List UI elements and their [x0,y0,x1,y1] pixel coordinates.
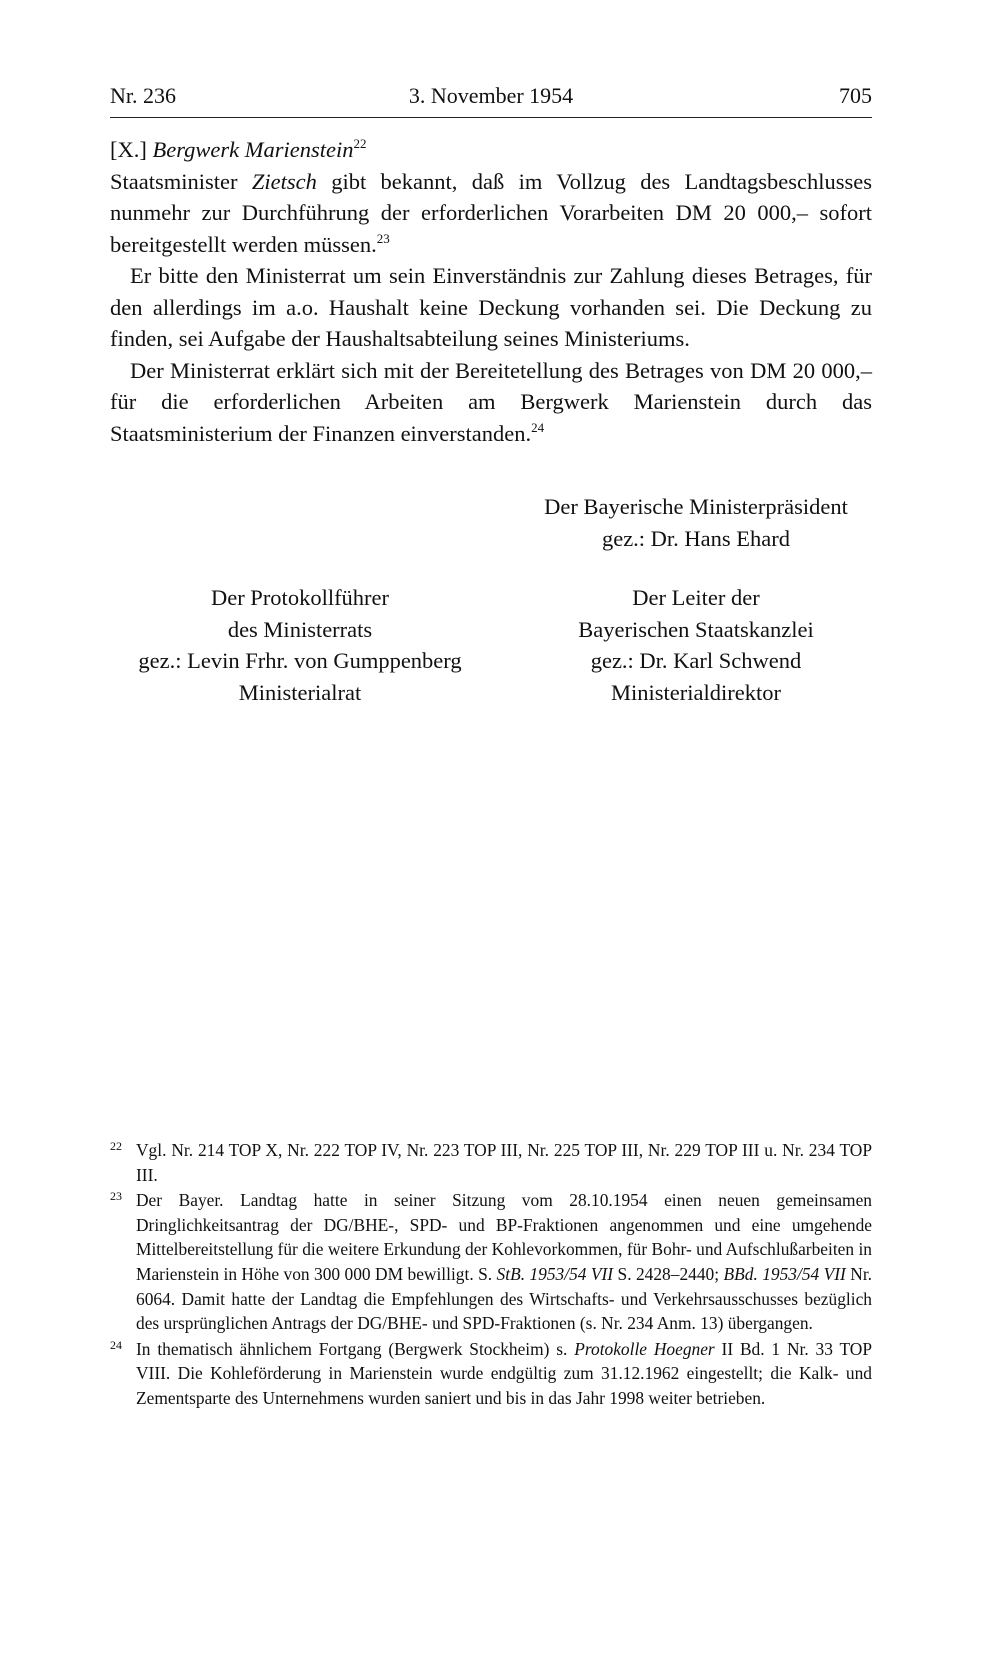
header-rule [110,117,872,118]
document-number: Nr. 236 [110,83,176,108]
footnote-24: 24 In thematisch ähnlichem Fortgang (Bergwerk Stockheim) s. Protokolle Hoegner II Bd. 1 Nr. 33 TOP VIII. Die Kohleförderung in Marienstein wurde endgültig zum 31.12.1962 eingestellt; die Kalk- und Zementsparte des Unternehmens wurden saniert und bis in das Jahr 1998 weiter betrieben. [110,1337,872,1411]
footnote-ref-23[interactable]: 23 [376,230,390,246]
signature-protocol-keeper: Der Protokollführer des Ministerrats gez.: Levin Frhr. von Gumppenberg Ministerialrat [138,585,462,705]
signature-chancellery-head: Der Leiter der Bayerischen Staatskanzlei gez.: Dr. Karl Schwend Ministerialdirektor [578,585,814,705]
footnote-23: 23 Der Bayer. Landtag hatte in seiner Sitzung vom 28.10.1954 einen neuen gemeinsamen Dringlichkeitsantrag der DG/BHE-, SPD- und BP-Fraktionen angenommen und eine umgehende Mittelbereitstellung für die weitere Erkundung der Kohlevorkommen, für Bohr- und Aufschlußarbeiten in Marienstein in Höhe von 300 000 DM bewilligt. S. StB. 1953/54 VII S. 2428–2440; BBd. 1953/54 VII Nr. 6064. Damit hatte der Landtag die Empfehlungen des Wirtschafts- und Verkehrsausschusses bezüglich des ursprünglichen Antrags der DG/BHE- und SPD-Fraktionen (s. Nr. 234 Anm. 13) übergangen. [110,1188,872,1336]
running-head [110,80,872,112]
section-heading [110,134,872,166]
paragraph-3: Der Ministerrat erklärt sich mit der Bereitetellung des Betrages von DM 20 000,– für die erforderlichen Arbeiten am Bergwerk Marienstein durch das Staatsministerium der Finanzen einverstanden.$^{24}$ [110,357,872,446]
page-number: 705 [839,83,872,108]
section-title: Bergwerk Marienstein [152,137,354,162]
footnote-22: 22 Vgl. Nr. 214 TOP X, Nr. 222 TOP IV, Nr. 223 TOP III, Nr. 225 TOP III, Nr. 229 TOP III u. Nr. 234 TOP III. [110,1138,872,1187]
signature-president: Der Bayerische Ministerpräsident gez.: Dr. Hans Ehard [544,494,848,551]
body-text [110,134,872,449]
page [110,80,872,705]
footnotes [110,1138,872,1412]
footnote-number: 23 [110,1189,122,1204]
footnote-ref-24[interactable]: 24 [531,419,545,435]
paragraph-1: Staatsminister Zietsch gibt bekannt, daß im Vollzug des Landtagsbeschlusses nunmehr zur Durchführung der erforderlichen Vorarbeiten DM 20 000,– sofort bereitgestellt werden müssen.$^{23}$ [110,168,872,257]
minister-name: Zietsch [251,168,317,194]
paragraph-2: Er bitte den Ministerrat um sein Einverständnis zur Zahlung dieses Betrages, für den allerdings im a.o. Haushalt keine Deckung vorhanden sei. Die Deckung zu finden, sei Aufgabe der Haushaltsabteilung seines Ministeriums. [110,263,872,351]
footnote-number: 24 [110,1337,122,1352]
section-number: [X.] [110,137,147,162]
session-date: 3. November 1954 [408,83,574,108]
footnote-ref-22[interactable]: 22 [353,136,367,151]
footnote-number: 22 [110,1139,122,1153]
